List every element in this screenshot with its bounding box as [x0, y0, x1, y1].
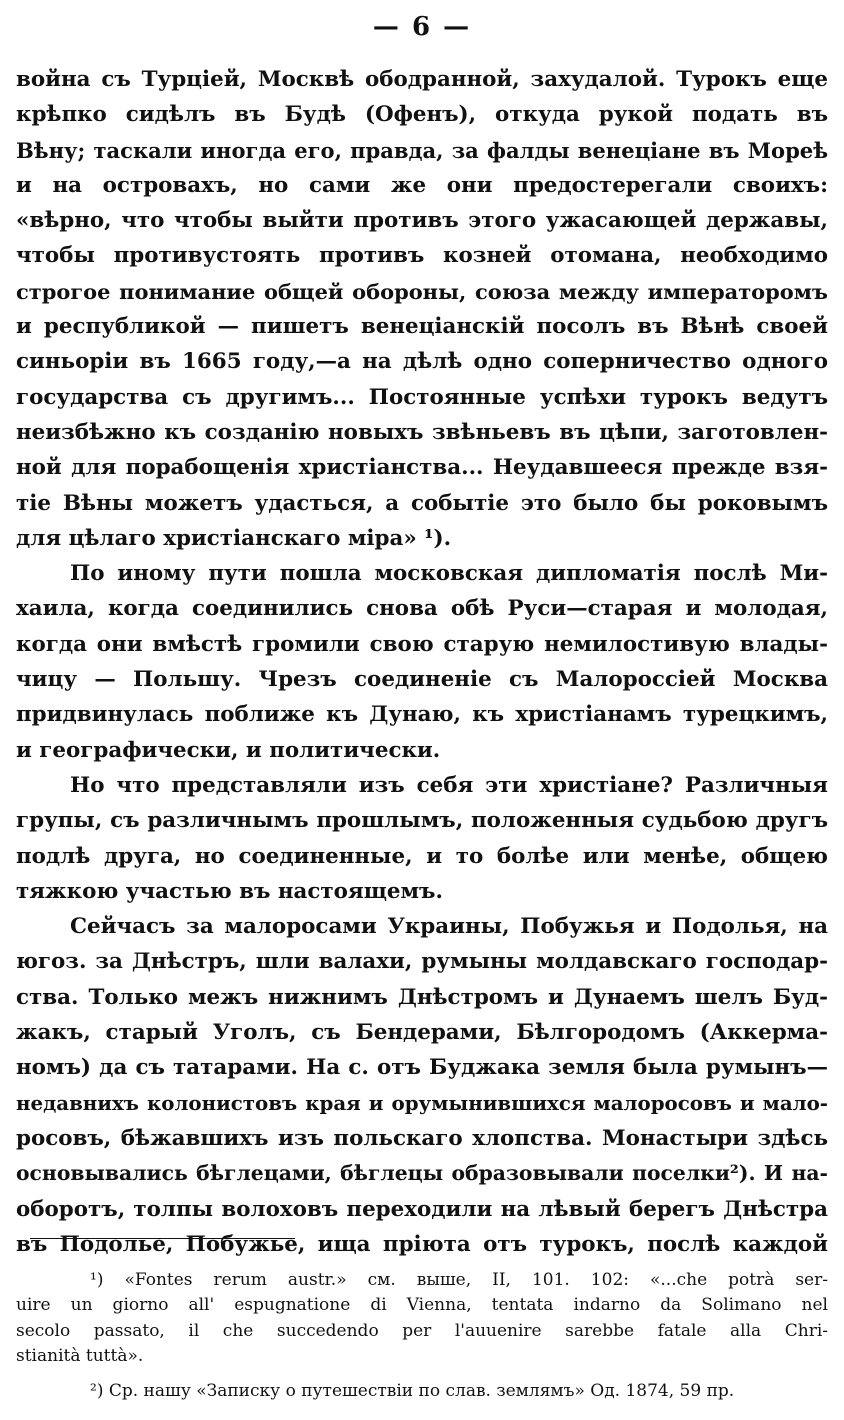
main-text — [16, 62, 828, 1262]
footnote-line: ²) Ср. нашу «Записку о путешествіи по слав. землямъ» Од. 1874, 59 пр. — [90, 1381, 735, 1402]
footnote-line: secolo passato, il che succedendo per l'auuenire sarebbe fatale alla Chri- — [16, 1320, 828, 1341]
text-line: когда они вмѣстѣ громили свою старую немилостивую влады- — [16, 631, 828, 657]
footnote-divider — [30, 1238, 295, 1239]
text-line: номъ) да съ татарами. На с. отъ Буджака земля была румынъ— — [16, 1055, 828, 1081]
text-line: война съ Турціей, Москвѣ ободранной, захудалой. Турокъ еще — [16, 67, 828, 92]
text-line: крѣпко сидѣлъ въ Будѣ (Офенъ), откуда рукой подать въ — [16, 102, 828, 128]
text-line: ства. Только межъ нижнимъ Днѣстромъ и Дунаемъ шелъ Буд- — [16, 984, 828, 1010]
footnote-line: stianità tuttà». — [16, 1345, 144, 1366]
text-line: хаила, когда соединились снова обѣ Руси—старая и молодая, — [16, 596, 828, 622]
page-number: — 6 — — [372, 12, 472, 42]
text-line: подлѣ друга, но соединенные, и то болѣе или менѣе, общею — [16, 843, 828, 869]
text-line: югоз. за Днѣстръ, шли валахи, румыны молдавскаго господар- — [16, 949, 828, 975]
text-line: «вѣрно, что чтобы выйти противъ этого ужасающей державы, — [16, 208, 828, 234]
text-line: росовъ, бѣжавшихъ изъ польскаго хлопства. Монастыри здѣсь — [16, 1125, 828, 1151]
text-line: оборотъ, толпы волоховъ переходили на лѣвый берегъ Днѣстра — [16, 1196, 828, 1222]
text-line: По иному пути пошла московская дипломатія послѣ Ми- — [70, 561, 828, 587]
text-line: государства съ другимъ... Постоянные успѣхи турокъ ведутъ — [16, 384, 828, 410]
footnote-line: uire un giorno all' espugnatione di Vienna, tentata indarno da Solimano nel — [16, 1295, 828, 1316]
text-line: строгое понимание общей обороны, союза между императоромъ — [16, 278, 828, 304]
text-line: групы, съ различнымъ прошлымъ, положенныя судьбою другъ — [16, 808, 828, 834]
text-line: и географически, и политически. — [16, 737, 441, 763]
text-line: неизбѣжно къ созданію новыхъ звѣньевъ въ цѣпи, заготовлен- — [16, 419, 828, 445]
text-line: чицу — Польшу. Чрезъ соединеніе съ Малороссіей Москва — [16, 667, 828, 693]
text-line: тіе Вѣны можетъ удасться, а событіе это было бы роковымъ — [16, 490, 828, 516]
text-line: Сейчасъ за малоросами Украины, Побужья и Подолья, на — [70, 914, 828, 940]
text-line: жакъ, старый Уголъ, съ Бендерами, Бѣлгородомъ (Аккерма- — [16, 1020, 828, 1046]
text-line: и на островахъ, но сами же они предостерегали своихъ: — [16, 172, 828, 198]
text-line: въ Подолье, Побужье, ища пріюта отъ турокъ, послѣ каждой — [16, 1231, 828, 1257]
text-line: Но что представляли изъ себя эти христіане? Различныя — [70, 772, 828, 798]
text-line: для цѣлаго христіанскаго міра» ¹). — [16, 525, 452, 551]
footnotes — [16, 1268, 828, 1404]
text-line: тяжкою участью въ настоящемъ. — [16, 878, 443, 904]
footnote-line: ¹) «Fontes rerum austr.» см. выше, II, 101. 102: «...che potrà ser- — [90, 1270, 828, 1290]
text-line: Вѣну; таскали иногда его, правда, за фалды венеціане въ Мореѣ — [16, 137, 828, 163]
text-line: чтобы противустоять противъ козней отомана, необходимо — [16, 243, 828, 269]
text-line: ной для порабощенія христіанства... Неудавшееся прежде взя- — [16, 455, 828, 481]
text-line: основывались бѣглецами, бѣглецы образовывали поселки²). И на- — [16, 1161, 828, 1186]
text-line: и республикой — пишетъ венеціанскій посолъ въ Вѣнѣ своей — [16, 314, 828, 340]
text-line: недавнихъ колонистовъ края и орумынившихся малоросовъ и мало- — [16, 1090, 828, 1115]
text-line: синьоріи въ 1665 году,—а на дѣлѣ одно соперничество одного — [16, 349, 828, 375]
text-line: придвинулась поближе къ Дунаю, къ христіанамъ турецкимъ, — [16, 702, 828, 728]
